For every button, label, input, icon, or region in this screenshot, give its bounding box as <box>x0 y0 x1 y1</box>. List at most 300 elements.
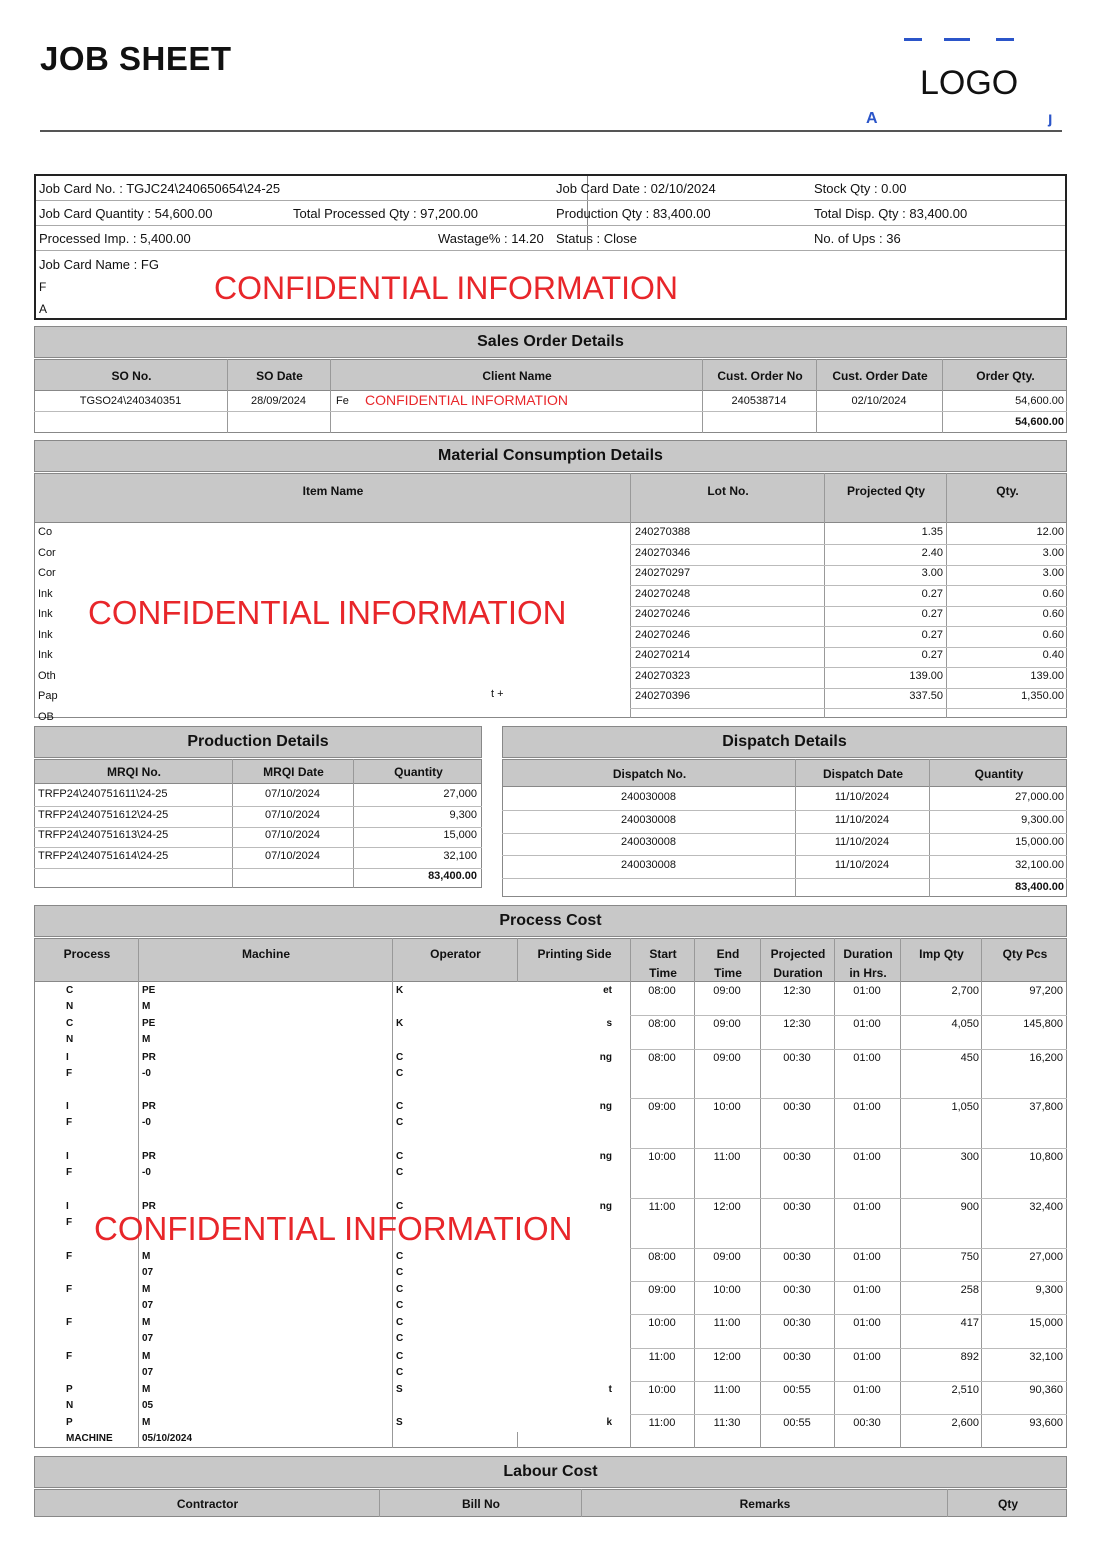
row-divider <box>630 544 1067 545</box>
dispatch-date: 11/10/2024 <box>834 791 890 803</box>
row-divider <box>630 647 1067 648</box>
col-operator: Operator <box>430 947 481 961</box>
mrqi-no: TRFP24\240751614\24-25 <box>38 849 169 862</box>
machine-fragment: M <box>142 1317 151 1328</box>
projected-duration: 00:30 <box>783 1251 811 1263</box>
imp-qty: 2,600 <box>951 1417 979 1429</box>
machine-fragment: M <box>142 1351 151 1362</box>
end-time: 09:00 <box>713 1251 741 1263</box>
col-labour-qty: Qty <box>997 1497 1018 1511</box>
job-card-date: Job Card Date : 02/10/2024 <box>556 181 716 196</box>
row-divider <box>630 1414 1067 1415</box>
client-prefix: Fe <box>336 395 349 407</box>
production-total: 83,400.00 <box>428 870 477 882</box>
col-duration: Duration <box>843 947 893 961</box>
duration-hrs: 01:00 <box>853 1284 881 1296</box>
material-projected-qty: 0.27 <box>921 587 943 600</box>
col-process: Process <box>63 947 111 961</box>
col-projected: Projected <box>770 947 826 961</box>
mrqi-date: 07/10/2024 <box>264 808 321 821</box>
col-so-date: SO Date <box>256 369 303 383</box>
operator-fragment: C <box>396 1167 404 1178</box>
process-fragment: MACHINE <box>66 1433 113 1444</box>
page-title: JOB SHEET <box>40 40 232 77</box>
end-time: 11:00 <box>713 1151 741 1163</box>
imp-qty: 2,700 <box>951 985 979 997</box>
dispatch-no: 240030008 <box>620 791 677 803</box>
dispatch-no: 240030008 <box>620 836 677 848</box>
projected-duration: 00:30 <box>783 1201 811 1213</box>
mrqi-quantity: 27,000 <box>443 788 477 800</box>
col-client-name: Client Name <box>482 369 552 383</box>
process-fragment: N <box>66 1001 74 1012</box>
col-cust-order-no: Cust. Order No <box>717 369 803 383</box>
end-time: 09:00 <box>713 1052 741 1064</box>
printing-side-fragment: k <box>606 1417 612 1428</box>
material-item-name: Cor <box>38 546 56 559</box>
row-divider <box>630 667 1067 668</box>
qty-pcs: 15,000 <box>1029 1317 1063 1329</box>
qty-pcs: 27,000 <box>1029 1251 1063 1263</box>
process-fragment: I <box>66 1052 69 1063</box>
process-fragment: F <box>66 1117 73 1128</box>
operator-fragment: C <box>396 1151 404 1162</box>
dispatch-date: 11/10/2024 <box>834 858 890 871</box>
duration-hrs: 01:00 <box>853 1317 881 1329</box>
col-dispatch-quantity: Quantity <box>974 767 1024 781</box>
material-projected-qty: 0.27 <box>921 628 943 641</box>
production-qty: Production Qty : 83,400.00 <box>556 206 711 221</box>
machine-fragment: -0 <box>142 1167 151 1178</box>
process-fragment: F <box>66 1251 73 1262</box>
projected-duration: 00:55 <box>783 1384 811 1396</box>
dispatch-quantity: 15,000.00 <box>1015 836 1064 848</box>
end-time: 12:00 <box>713 1351 741 1363</box>
process-fragment: F <box>66 1284 73 1295</box>
printing-side-fragment: ng <box>599 1151 612 1162</box>
process-cost-header <box>34 938 1067 982</box>
machine-fragment: PR <box>142 1101 156 1112</box>
duration-hrs: 01:00 <box>853 1251 881 1263</box>
col-lot-no: Lot No. <box>707 484 749 498</box>
logo-mark <box>904 38 922 41</box>
row-divider <box>630 565 1067 566</box>
operator-fragment: C <box>396 1068 404 1079</box>
operator-fragment: C <box>396 1117 404 1128</box>
process-fragment: C <box>66 985 74 996</box>
job-card-row <box>36 176 1065 201</box>
col-remarks: Remarks <box>739 1497 791 1511</box>
material-lot-no: 240270346 <box>635 546 691 559</box>
col-projected-sub: Duration <box>773 966 823 980</box>
job-card-name-line: F <box>39 280 47 294</box>
end-time: 09:00 <box>713 1018 741 1030</box>
total-disp-qty: Total Disp. Qty : 83,400.00 <box>814 206 968 221</box>
process-fragment: P <box>66 1417 73 1428</box>
operator-fragment: K <box>396 985 404 996</box>
process-fragment: I <box>66 1151 69 1162</box>
operator-fragment: C <box>396 1284 404 1295</box>
processed-imp: Processed Imp. : 5,400.00 <box>39 231 191 246</box>
cust-order-date: 02/10/2024 <box>851 395 907 407</box>
start-time: 10:00 <box>648 1151 676 1163</box>
col-machine: Machine <box>241 947 290 961</box>
start-time: 11:00 <box>648 1201 676 1213</box>
imp-qty: 450 <box>960 1052 979 1064</box>
col-so-no: SO No. <box>111 369 152 383</box>
material-item-name: Pap <box>38 690 58 702</box>
end-time: 09:00 <box>713 985 741 997</box>
client-name-confidential: CONFIDENTIAL INFORMATION <box>365 392 568 408</box>
machine-fragment: PR <box>142 1052 156 1063</box>
production-title: Production Details <box>34 726 482 758</box>
projected-duration: 12:30 <box>783 1018 811 1030</box>
job-card-row <box>36 226 1065 251</box>
material-header <box>34 473 1067 523</box>
mrqi-no: TRFP24\240751612\24-25 <box>38 808 169 821</box>
duration-hrs: 01:00 <box>853 1201 881 1213</box>
machine-fragment: M <box>142 1251 151 1262</box>
row-divider <box>630 585 1067 586</box>
logo-fragment: A <box>866 110 878 127</box>
material-lot-no: 240270388 <box>635 526 691 538</box>
machine-fragment: PR <box>142 1201 156 1212</box>
dispatch-title: Dispatch Details <box>502 726 1067 758</box>
printing-side-fragment: ng <box>599 1052 612 1063</box>
material-qty: 3.00 <box>1042 567 1064 579</box>
col-end: End <box>716 947 740 961</box>
col-start-sub: Time <box>649 966 677 980</box>
material-qty: 0.40 <box>1042 649 1064 661</box>
process-fragment: I <box>66 1201 69 1212</box>
col-projected-qty: Projected Qty <box>846 484 926 498</box>
row-divider <box>630 1381 1067 1382</box>
material-projected-qty: 337.50 <box>909 690 943 702</box>
confidential-watermark: CONFIDENTIAL INFORMATION <box>214 270 678 306</box>
row-divider <box>502 810 1067 811</box>
row-divider <box>630 1148 1067 1149</box>
start-time: 11:00 <box>648 1417 676 1429</box>
projected-duration: 00:30 <box>783 1284 811 1296</box>
material-item-name: Co <box>38 526 53 538</box>
material-item-name: Ink <box>38 587 53 600</box>
start-time: 10:00 <box>648 1317 676 1329</box>
imp-qty: 2,510 <box>951 1384 979 1396</box>
material-projected-qty: 3.00 <box>921 567 943 579</box>
printing-side-fragment: t <box>608 1384 612 1395</box>
duration-hrs: 00:30 <box>853 1417 881 1429</box>
start-time: 09:00 <box>648 1101 676 1113</box>
dispatch-date: 11/10/2024 <box>834 836 890 848</box>
row-divider <box>630 1049 1067 1050</box>
col-cust-order-date: Cust. Order Date <box>832 369 928 383</box>
so-date: 28/09/2024 <box>250 395 307 407</box>
job-card-summary <box>34 174 1067 320</box>
material-projected-qty: 139.00 <box>909 669 943 682</box>
row-divider <box>502 878 1067 879</box>
material-qty: 3.00 <box>1042 546 1064 559</box>
start-time: 10:00 <box>648 1384 676 1396</box>
row-divider <box>630 1281 1067 1282</box>
process-cost-title: Process Cost <box>34 905 1067 937</box>
material-title: Material Consumption Details <box>34 440 1067 472</box>
dispatch-date: 11/10/2024 <box>834 813 890 826</box>
col-contractor: Contractor <box>176 1497 239 1511</box>
material-qty: 0.60 <box>1042 608 1064 620</box>
machine-fragment: 07 <box>142 1300 154 1311</box>
qty-pcs: 10,800 <box>1029 1151 1063 1163</box>
dispatch-no: 240030008 <box>620 858 677 871</box>
job-card-quantity: Job Card Quantity : 54,600.00 <box>39 206 213 221</box>
process-fragment: C <box>66 1018 74 1029</box>
imp-qty: 4,050 <box>951 1018 979 1030</box>
material-item-name: Cor <box>38 567 56 579</box>
material-lot-no: 240270214 <box>635 649 691 661</box>
col-item-name: Item Name <box>302 484 364 498</box>
end-time: 12:00 <box>713 1201 741 1213</box>
so-no: TGSO24\240340351 <box>79 395 182 407</box>
col-quantity: Quantity <box>394 765 443 779</box>
printing-side-fragment: s <box>606 1018 612 1029</box>
printing-side-fragment: ng <box>599 1101 612 1112</box>
mrqi-date: 07/10/2024 <box>264 788 321 800</box>
process-fragment: F <box>66 1167 73 1178</box>
row-divider <box>630 708 1067 709</box>
printing-side-fragment: et <box>603 985 612 996</box>
no-of-ups: No. of Ups : 36 <box>814 231 901 246</box>
material-projected-qty: 2.40 <box>921 546 943 559</box>
operator-fragment: C <box>396 1251 404 1262</box>
process-fragment: F <box>66 1217 73 1228</box>
labour-cost-title: Labour Cost <box>34 1456 1067 1488</box>
qty-pcs: 90,360 <box>1029 1384 1063 1396</box>
mrqi-quantity: 32,100 <box>443 849 477 862</box>
row-divider <box>34 827 482 828</box>
operator-fragment: C <box>396 1351 404 1362</box>
imp-qty: 417 <box>960 1317 979 1329</box>
material-projected-qty: 0.27 <box>921 608 943 620</box>
row-divider <box>502 855 1067 856</box>
dispatch-quantity: 32,100.00 <box>1015 858 1064 871</box>
imp-qty: 300 <box>960 1151 979 1163</box>
process-fragment: I <box>66 1101 69 1112</box>
cust-order-no: 240538714 <box>731 395 787 407</box>
header-divider <box>40 130 1062 132</box>
mrqi-date: 07/10/2024 <box>264 849 321 862</box>
row-divider <box>630 606 1067 607</box>
end-time: 11:00 <box>713 1317 741 1329</box>
row-divider <box>630 1198 1067 1199</box>
operator-fragment: C <box>396 1333 404 1344</box>
dispatch-no: 240030008 <box>620 813 677 826</box>
labour-cost-header <box>34 1489 1067 1517</box>
qty-pcs: 32,100 <box>1029 1351 1063 1363</box>
operator-fragment: C <box>396 1201 404 1212</box>
machine-fragment: PE <box>142 985 156 996</box>
printing-side-fragment: ng <box>599 1201 612 1212</box>
mrqi-quantity: 9,300 <box>449 808 477 821</box>
duration-hrs: 01:00 <box>853 985 881 997</box>
item-fragment: t + <box>491 688 504 700</box>
machine-fragment: M <box>142 1001 151 1012</box>
process-fragment: N <box>66 1034 74 1045</box>
operator-fragment: C <box>396 1101 404 1112</box>
material-lot-no: 240270396 <box>635 690 691 702</box>
col-dispatch-date: Dispatch Date <box>822 767 904 781</box>
operator-fragment: K <box>396 1018 404 1029</box>
machine-fragment: M <box>142 1417 151 1428</box>
row-divider <box>630 688 1067 689</box>
row-divider <box>34 847 482 848</box>
duration-hrs: 01:00 <box>853 1018 881 1030</box>
material-lot-no: 240270246 <box>635 608 691 620</box>
row-divider <box>630 1314 1067 1315</box>
row-divider <box>630 1248 1067 1249</box>
order-qty: 54,600.00 <box>1015 395 1064 407</box>
material-item-name: Ink <box>38 628 53 641</box>
col-qty-pcs: Qty Pcs <box>1002 947 1048 961</box>
row-divider <box>502 833 1067 834</box>
imp-qty: 892 <box>960 1351 979 1363</box>
machine-fragment: PE <box>142 1018 156 1029</box>
machine-fragment: 05 <box>142 1400 154 1411</box>
duration-hrs: 01:00 <box>853 1151 881 1163</box>
projected-duration: 00:30 <box>783 1052 811 1064</box>
job-card-no: Job Card No. : TGJC24\240650654\24-25 <box>39 181 281 196</box>
material-item-name: Ink <box>38 608 53 620</box>
sales-order-header <box>34 359 1067 391</box>
machine-fragment: 07 <box>142 1333 154 1344</box>
projected-duration: 12:30 <box>783 985 811 997</box>
material-qty: 0.60 <box>1042 587 1064 600</box>
imp-qty: 750 <box>960 1251 979 1263</box>
col-duration-sub: in Hrs. <box>849 966 887 980</box>
process-fragment: P <box>66 1384 73 1395</box>
job-card-name: Job Card Name : FG <box>39 257 159 272</box>
mrqi-quantity: 15,000 <box>443 829 477 841</box>
end-time: 10:00 <box>713 1284 741 1296</box>
logo-mark <box>996 38 1014 41</box>
projected-duration: 00:30 <box>783 1101 811 1113</box>
projected-duration: 00:30 <box>783 1317 811 1329</box>
start-time: 08:00 <box>648 1018 676 1030</box>
col-end-sub: Time <box>714 966 742 980</box>
row-divider <box>630 1348 1067 1349</box>
dispatch-quantity: 27,000.00 <box>1015 791 1064 803</box>
logo-fragment: ȷ <box>1048 110 1053 127</box>
status: Status : Close <box>556 231 637 246</box>
machine-fragment: M <box>142 1384 151 1395</box>
operator-fragment: C <box>396 1300 404 1311</box>
material-projected-qty: 1.35 <box>921 526 943 538</box>
operator-fragment: C <box>396 1367 404 1378</box>
confidential-watermark: CONFIDENTIAL INFORMATION <box>94 1210 573 1247</box>
machine-fragment: -0 <box>142 1117 151 1128</box>
dispatch-header <box>502 759 1067 787</box>
logo-mark <box>944 38 970 41</box>
col-start: Start <box>649 947 677 961</box>
material-qty: 139.00 <box>1030 669 1064 682</box>
col-printing-side: Printing Side <box>537 947 612 961</box>
machine-fragment: -0 <box>142 1068 151 1079</box>
material-item-name: Ink <box>38 649 53 661</box>
material-item-name: Oth <box>38 669 56 682</box>
row-divider <box>630 1015 1067 1016</box>
process-fragment: F <box>66 1068 73 1079</box>
confidential-watermark: CONFIDENTIAL INFORMATION <box>88 594 567 631</box>
start-time: 08:00 <box>648 1251 676 1263</box>
wastage-percent: Wastage% : 14.20 <box>438 231 544 246</box>
col-imp-qty: Imp Qty <box>919 947 964 961</box>
machine-fragment: M <box>142 1284 151 1295</box>
mrqi-no: TRFP24\240751613\24-25 <box>38 829 169 841</box>
qty-pcs: 37,800 <box>1029 1101 1063 1113</box>
sales-order-title: Sales Order Details <box>34 326 1067 358</box>
row-divider <box>34 806 482 807</box>
projected-duration: 00:30 <box>783 1351 811 1363</box>
material-qty: 1,350.00 <box>1021 690 1064 702</box>
mrqi-date: 07/10/2024 <box>264 829 321 841</box>
total-processed-qty: Total Processed Qty : 97,200.00 <box>293 206 478 221</box>
qty-pcs: 145,800 <box>1023 1018 1063 1030</box>
material-qty: 0.60 <box>1042 628 1064 641</box>
duration-hrs: 01:00 <box>853 1052 881 1064</box>
material-lot-no: 240270248 <box>635 587 691 600</box>
end-time: 11:30 <box>713 1417 741 1429</box>
production-header <box>34 759 482 784</box>
qty-pcs: 16,200 <box>1029 1052 1063 1064</box>
job-card-row <box>36 201 1065 226</box>
dispatch-quantity: 9,300.00 <box>1021 813 1064 826</box>
operator-fragment: S <box>396 1384 403 1395</box>
imp-qty: 900 <box>960 1201 979 1213</box>
operator-fragment: C <box>396 1052 404 1063</box>
machine-fragment: 05/10/2024 <box>142 1433 193 1444</box>
col-dispatch-no: Dispatch No. <box>612 767 687 781</box>
row-divider <box>34 868 482 869</box>
logo: LOGO <box>920 64 1019 102</box>
end-time: 10:00 <box>713 1101 741 1113</box>
material-projected-qty: 0.27 <box>921 649 943 661</box>
projected-duration: 00:30 <box>783 1151 811 1163</box>
process-fragment: F <box>66 1351 73 1362</box>
machine-fragment: 07 <box>142 1367 154 1378</box>
process-fragment: N <box>66 1400 74 1411</box>
row-divider <box>630 626 1067 627</box>
col-mrqi-no: MRQI No. <box>107 765 161 779</box>
operator-fragment: C <box>396 1267 404 1278</box>
duration-hrs: 01:00 <box>853 1351 881 1363</box>
start-time: 08:00 <box>648 1052 676 1064</box>
duration-hrs: 01:00 <box>853 1101 881 1113</box>
projected-duration: 00:55 <box>783 1417 811 1429</box>
operator-fragment: C <box>396 1317 404 1328</box>
material-lot-no: 240270297 <box>635 567 691 579</box>
qty-pcs: 9,300 <box>1035 1284 1063 1296</box>
end-time: 11:00 <box>713 1384 741 1396</box>
start-time: 09:00 <box>648 1284 676 1296</box>
material-lot-no: 240270323 <box>635 669 691 682</box>
qty-pcs: 93,600 <box>1029 1417 1063 1429</box>
machine-fragment: 07 <box>142 1267 154 1278</box>
machine-fragment: PR <box>142 1151 156 1162</box>
imp-qty: 1,050 <box>951 1101 979 1113</box>
dispatch-total: 83,400.00 <box>1015 881 1064 893</box>
col-mrqi-date: MRQI Date <box>263 765 324 779</box>
operator-fragment: S <box>396 1417 403 1428</box>
material-lot-no: 240270246 <box>635 628 691 641</box>
qty-pcs: 97,200 <box>1029 985 1063 997</box>
